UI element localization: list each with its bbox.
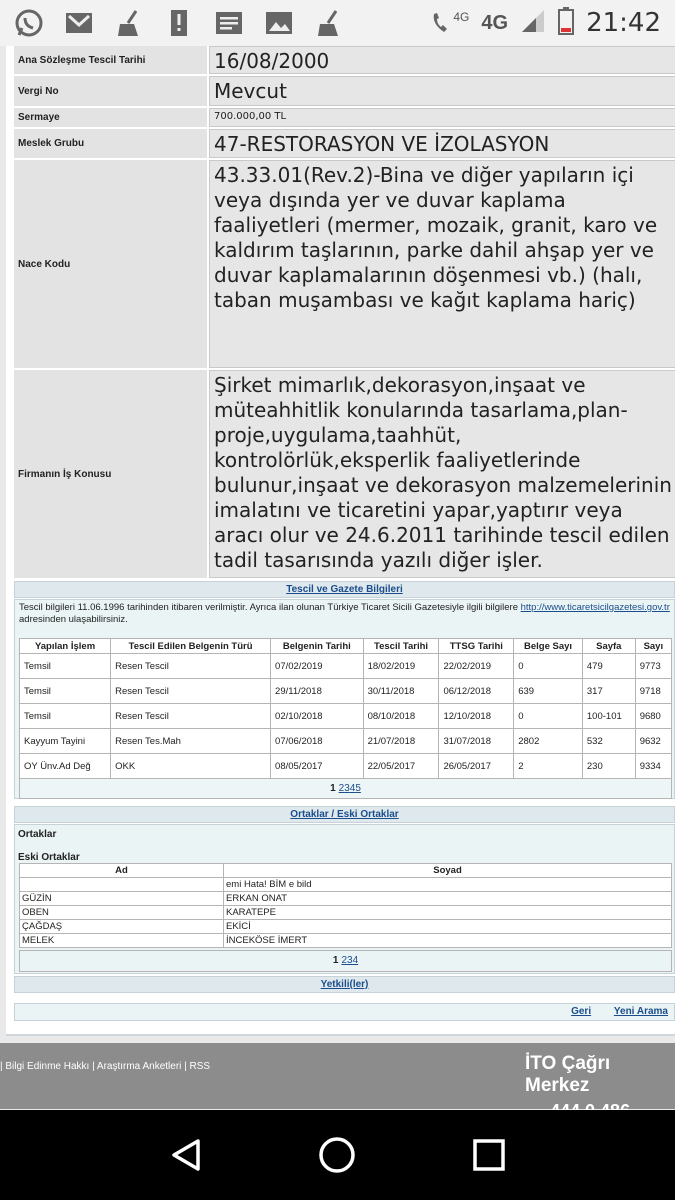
info-value: 47-RESTORASYON VE İZOLASYON: [209, 129, 675, 158]
table-cell: 12/10/2018: [439, 704, 514, 729]
ito-title: İTO Çağrı Merkez: [525, 1053, 611, 1096]
navigation-bar: [0, 1110, 675, 1200]
table-cell: Resen Tescil: [111, 679, 271, 704]
table-cell: 9680: [635, 704, 671, 729]
site-footer: [0, 1043, 675, 1109]
clock: 21:42: [586, 8, 661, 38]
table-row: [20, 920, 672, 934]
info-row-registration-date: [14, 46, 675, 76]
table-row: [20, 934, 672, 948]
table-cell: 479: [582, 654, 635, 679]
recent-apps-icon[interactable]: [459, 1125, 519, 1185]
table-cell: 08/10/2018: [363, 704, 439, 729]
action-links: [14, 1003, 675, 1021]
table-cell: 07/06/2018: [271, 729, 364, 754]
table-cell: 31/07/2018: [439, 729, 514, 754]
column-header: Belge Sayı: [514, 639, 583, 654]
tescil-pager: [20, 779, 672, 799]
table-cell: 18/02/2019: [363, 654, 439, 679]
table-cell: 0: [514, 704, 583, 729]
signal-icon: [520, 8, 546, 39]
page-link[interactable]: 5: [355, 783, 361, 794]
info-row-nace-code: [14, 160, 675, 370]
column-header: Yapılan İşlem: [20, 639, 111, 654]
info-label: Vergi No: [14, 76, 209, 106]
column-header: Sayfa: [582, 639, 635, 654]
column-header: Tescil Edilen Belgenin Türü: [111, 639, 271, 654]
info-value: Mevcut: [209, 76, 675, 106]
whatsapp-icon: [14, 8, 44, 38]
table-cell: OBEN: [20, 906, 224, 920]
table-cell: 100-101: [582, 704, 635, 729]
table-row: [20, 679, 672, 704]
table-cell: 639: [514, 679, 583, 704]
battery-icon: [558, 7, 574, 40]
table-cell: 02/10/2018: [271, 704, 364, 729]
current-partners-title: Ortaklar: [18, 829, 57, 840]
table-cell: MELEK: [20, 934, 224, 948]
ortaklar-section-header[interactable]: Ortaklar / Eski Ortaklar: [14, 806, 675, 823]
new-search-link[interactable]: Yeni Arama: [613, 1006, 668, 1017]
table-row: [20, 654, 672, 679]
gazette-link[interactable]: http://www.ticaretsicilgazetesi.gov.tr: [520, 602, 670, 613]
table-cell: 230: [582, 754, 635, 779]
column-header: TTSG Tarihi: [439, 639, 514, 654]
table-cell: Kayyum Tayini: [20, 729, 111, 754]
table-cell: 9773: [635, 654, 671, 679]
network-type: 4G: [481, 11, 509, 34]
info-label: Nace Kodu: [14, 160, 209, 368]
table-cell: 29/11/2018: [271, 679, 364, 704]
table-cell: 9718: [635, 679, 671, 704]
table-cell: Resen Tescil: [111, 654, 271, 679]
table-cell: Resen Tescil: [111, 704, 271, 729]
gmail-icon: [64, 8, 94, 38]
info-label: Meslek Grubu: [14, 129, 209, 158]
table-cell: Temsil: [20, 654, 111, 679]
table-row: [20, 878, 672, 892]
table-cell: 30/11/2018: [363, 679, 439, 704]
table-cell: 9632: [635, 729, 671, 754]
info-label: Sermaye: [14, 108, 209, 127]
table-cell: 317: [582, 679, 635, 704]
table-cell: 9334: [635, 754, 671, 779]
table-cell: 07/02/2019: [271, 654, 364, 679]
table-cell: KARATEPE: [224, 906, 672, 920]
column-header: Tescil Tarihi: [363, 639, 439, 654]
page-link[interactable]: 1: [332, 955, 339, 966]
tescil-table: [19, 638, 672, 799]
info-row-tax-no: [14, 76, 675, 108]
ortaklar-panel: [14, 824, 675, 974]
tescil-panel: [14, 599, 675, 799]
table-cell: 2802: [514, 729, 583, 754]
info-row-business-subject: [14, 370, 675, 580]
table-cell: 21/07/2018: [363, 729, 439, 754]
home-icon[interactable]: [307, 1125, 367, 1185]
table-cell: Temsil: [20, 704, 111, 729]
news-icon: [214, 8, 244, 38]
table-row: [20, 704, 672, 729]
info-row-profession-group: [14, 129, 675, 160]
ortaklar-pager: [19, 950, 672, 972]
table-row: [20, 906, 672, 920]
table-cell: OKK: [111, 754, 271, 779]
table-cell: 22/02/2019: [439, 654, 514, 679]
former-partners-table: [19, 863, 672, 948]
page-link[interactable]: 2: [338, 783, 345, 794]
info-value: 16/08/2000: [209, 46, 675, 74]
footer-links[interactable]: | Bilgi Edinme Hakkı | Araştırma Anketleri | RSS: [0, 1061, 211, 1072]
cleaner-icon: [314, 8, 344, 38]
column-header: Soyad: [224, 864, 672, 878]
table-cell: 0: [514, 654, 583, 679]
table-cell: Temsil: [20, 679, 111, 704]
cleaner-icon: [114, 8, 144, 38]
table-cell: OY Ünv.Ad Değ: [20, 754, 111, 779]
page-link[interactable]: 2: [341, 955, 347, 966]
column-header: Sayı: [635, 639, 671, 654]
table-cell: 26/05/2017: [439, 754, 514, 779]
page-link[interactable]: 3: [347, 955, 353, 966]
gallery-icon: [264, 8, 294, 38]
phone-4g-icon: 4G: [431, 10, 469, 36]
table-row: [20, 892, 672, 906]
table-cell: Resen Tes.Mah: [111, 729, 271, 754]
info-row-capital: [14, 108, 675, 129]
company-info-table: [14, 46, 675, 580]
table-cell: GÜZİN: [20, 892, 224, 906]
table-cell: 2: [514, 754, 583, 779]
info-label: Ana Sözleşme Tescil Tarihi: [14, 46, 209, 74]
page-link[interactable]: 4: [349, 783, 356, 794]
alert-icon: [164, 8, 194, 38]
back-link[interactable]: Geri: [571, 1006, 592, 1017]
page-link[interactable]: 4: [352, 955, 359, 966]
table-cell: EKİCİ: [224, 920, 672, 934]
table-cell: 06/12/2018: [439, 679, 514, 704]
page-link[interactable]: 1: [330, 783, 336, 794]
tescil-note: Tescil bilgileri 11.06.1996 tarihinden itibaren verilmiştir. Ayrıca ilan olunan Türkiye Ticaret Sicili Gazetesiyle ilgili bilgilere http://www.ticaretsicilgazetesi.gov.tr adresinden ulaşabilirsiniz.: [19, 602, 670, 625]
status-bar: [0, 0, 675, 46]
table-row: [20, 754, 672, 779]
info-value: 700.000,00 TL: [209, 108, 675, 127]
table-cell: [20, 878, 224, 892]
info-value: 43.33.01(Rev.2)-Bina ve diğer yapıların içi veya dışında yer ve duvar kaplama faaliyetleri (mermer, mozaik, granit, karo ve kaldırım taşlarının, parke dahil ahşap yer ve duvar kaplamalarının döşenmesi vb.) (halı, taban muşambası ve kağıt kaplama hariç): [209, 160, 675, 368]
table-cell: 22/05/2017: [363, 754, 439, 779]
column-header: Ad: [20, 864, 224, 878]
back-icon[interactable]: [156, 1125, 216, 1185]
table-cell: 532: [582, 729, 635, 754]
former-partners-title: Eski Ortaklar: [18, 852, 80, 863]
table-cell: emi Hata! BİM e bild: [224, 878, 672, 892]
info-value: Şirket mimarlık,dekorasyon,inşaat ve müteahhitlik konularında tasarlama,plan-proje,uygulama,taahhüt, kontrolörlük,eksperlik faaliyetlerinde bulunur,inşaat ve dekorasyon malzemelerinin imalatını ve ticaretini yapar,yaptırır veya aracı olur ve 24.6.2011 tarihinde tescil edilen tadil tasarısında yazılı diğer işler.: [209, 370, 675, 578]
info-label: Firmanın İş Konusu: [14, 370, 209, 578]
tescil-section-header[interactable]: Tescil ve Gazete Bilgileri: [14, 581, 675, 598]
table-cell: ERKAN ONAT: [224, 892, 672, 906]
table-row: [20, 729, 672, 754]
column-header: Belgenin Tarihi: [271, 639, 364, 654]
yetkililer-section-header[interactable]: Yetkili(ler): [14, 976, 675, 993]
page-link[interactable]: 3: [344, 783, 350, 794]
table-cell: ÇAĞDAŞ: [20, 920, 224, 934]
table-cell: 08/05/2017: [271, 754, 364, 779]
table-cell: İNCEKÖSE İMERT: [224, 934, 672, 948]
